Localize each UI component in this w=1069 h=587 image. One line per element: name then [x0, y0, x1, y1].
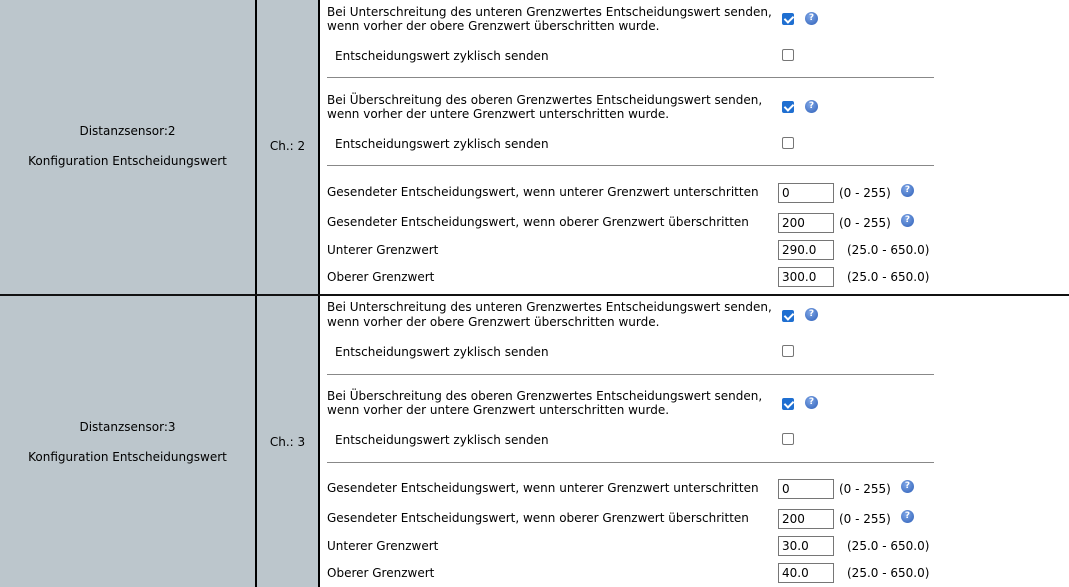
help-icon[interactable]: ? — [805, 100, 818, 113]
help-icon[interactable]: ? — [805, 12, 818, 25]
over-threshold-text-line2: wenn vorher der untere Grenzwert unterschritten wurde. — [327, 403, 670, 417]
cyclic-send-checkbox[interactable] — [782, 345, 794, 357]
under-threshold-checkbox[interactable] — [782, 13, 794, 25]
sent-value-under-label: Gesendeter Entscheidungswert, wenn unterer Grenzwert unterschritten — [327, 185, 759, 199]
cyclic-send-checkbox[interactable] — [782, 433, 794, 445]
upper-limit-range: (25.0 - 650.0) — [847, 566, 930, 580]
under-threshold-text-line2: wenn vorher der obere Grenzwert überschritten wurde. — [327, 19, 660, 33]
under-threshold-checkbox[interactable] — [782, 310, 794, 322]
lower-limit-input[interactable]: 30.0 — [778, 536, 834, 556]
cyclic-send-checkbox[interactable] — [782, 137, 794, 149]
upper-limit-input[interactable]: 300.0 — [778, 267, 834, 287]
section-separator — [0, 294, 1069, 296]
sent-value-under-range: (0 - 255) — [839, 482, 891, 496]
sent-value-over-input[interactable]: 200 — [778, 213, 834, 233]
over-threshold-text-line1: Bei Überschreitung des oberen Grenzwertes Entscheidungswert senden, — [327, 389, 763, 403]
sent-value-over-range: (0 - 255) — [839, 512, 891, 526]
cyclic-send-label: Entscheidungswert zyklisch senden — [335, 433, 549, 447]
help-icon[interactable]: ? — [805, 396, 818, 409]
cyclic-send-label: Entscheidungswert zyklisch senden — [335, 49, 549, 63]
sent-value-over-range: (0 - 255) — [839, 216, 891, 230]
sensor-config-label: Konfiguration Entscheidungswert — [28, 450, 227, 464]
lower-limit-label: Unterer Grenzwert — [327, 243, 439, 257]
sensor-name: Distanzsensor:2 — [79, 124, 176, 138]
cyclic-send-label: Entscheidungswert zyklisch senden — [335, 345, 549, 359]
sent-value-over-label: Gesendeter Entscheidungswert, wenn oberer Grenzwert überschritten — [327, 511, 749, 525]
sent-value-over-input[interactable]: 200 — [778, 509, 834, 529]
help-icon[interactable]: ? — [901, 480, 914, 493]
divider — [327, 165, 934, 166]
sent-value-under-input[interactable]: 0 — [778, 479, 834, 499]
over-threshold-checkbox[interactable] — [782, 398, 794, 410]
lower-limit-range: (25.0 - 650.0) — [847, 243, 930, 257]
cyclic-send-checkbox[interactable] — [782, 49, 794, 61]
upper-limit-input[interactable]: 40.0 — [778, 563, 834, 583]
channel-label: Ch.: 3 — [269, 435, 306, 449]
divider — [327, 462, 934, 463]
over-threshold-text-line1: Bei Überschreitung des oberen Grenzwertes Entscheidungswert senden, — [327, 93, 763, 107]
over-threshold-text-line2: wenn vorher der untere Grenzwert unterschritten wurde. — [327, 107, 670, 121]
upper-limit-label: Oberer Grenzwert — [327, 566, 435, 580]
sent-value-under-label: Gesendeter Entscheidungswert, wenn unterer Grenzwert unterschritten — [327, 481, 759, 495]
help-icon[interactable]: ? — [901, 510, 914, 523]
divider — [327, 77, 934, 78]
help-icon[interactable]: ? — [805, 308, 818, 321]
upper-limit-label: Oberer Grenzwert — [327, 270, 435, 284]
section-3-left-cell — [0, 296, 255, 587]
sensor-name: Distanzsensor:3 — [79, 420, 176, 434]
cyclic-send-label: Entscheidungswert zyklisch senden — [335, 137, 549, 151]
upper-limit-range: (25.0 - 650.0) — [847, 270, 930, 284]
divider — [327, 374, 934, 375]
sent-value-over-label: Gesendeter Entscheidungswert, wenn oberer Grenzwert überschritten — [327, 215, 749, 229]
lower-limit-label: Unterer Grenzwert — [327, 539, 439, 553]
over-threshold-checkbox[interactable] — [782, 101, 794, 113]
sensor-config-label: Konfiguration Entscheidungswert — [28, 154, 227, 168]
section-2-left-cell — [0, 0, 255, 294]
sent-value-under-input[interactable]: 0 — [778, 183, 834, 203]
channel-label: Ch.: 2 — [269, 139, 306, 153]
help-icon[interactable]: ? — [901, 214, 914, 227]
help-icon[interactable]: ? — [901, 184, 914, 197]
under-threshold-text-line1: Bei Unterschreitung des unteren Grenzwertes Entscheidungswert senden, — [327, 5, 772, 19]
under-threshold-text-line1: Bei Unterschreitung des unteren Grenzwertes Entscheidungswert senden, — [327, 300, 772, 314]
lower-limit-range: (25.0 - 650.0) — [847, 539, 930, 553]
sent-value-under-range: (0 - 255) — [839, 186, 891, 200]
under-threshold-text-line2: wenn vorher der obere Grenzwert überschritten wurde. — [327, 315, 660, 329]
lower-limit-input[interactable]: 290.0 — [778, 240, 834, 260]
